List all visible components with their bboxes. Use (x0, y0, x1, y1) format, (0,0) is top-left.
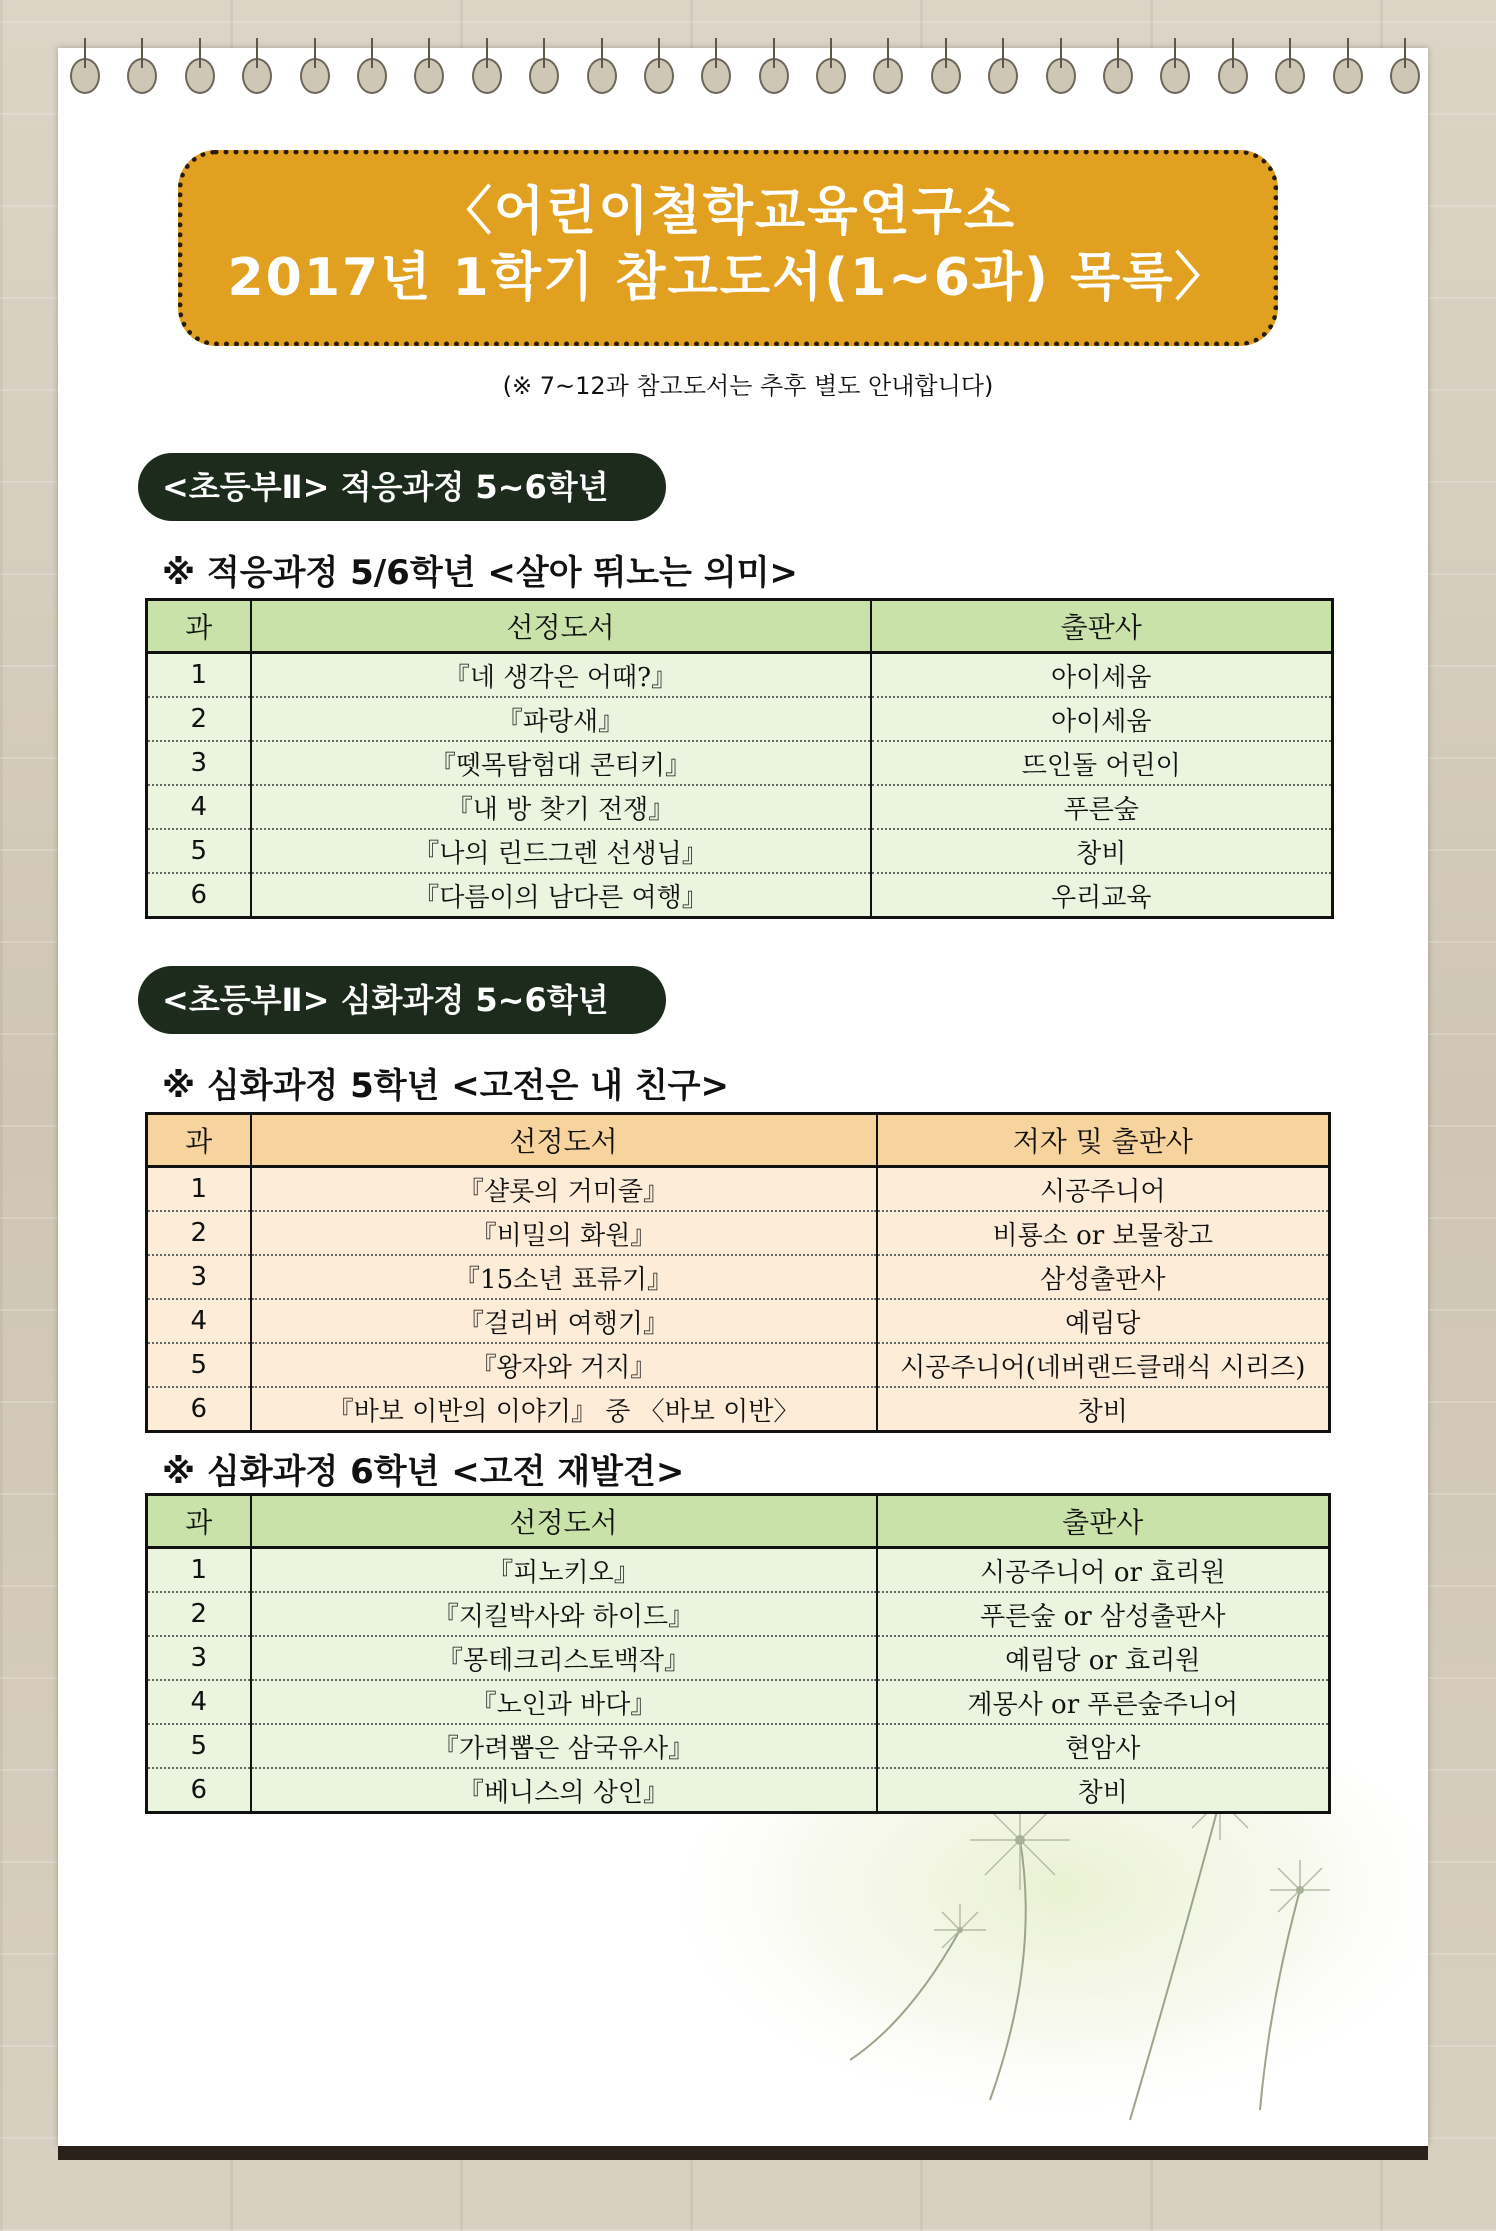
binding-hole (300, 58, 330, 94)
publisher: 푸른숲 (871, 785, 1333, 829)
table-row (147, 697, 1333, 741)
publisher: 시공주니어 or 효리원 (877, 1548, 1330, 1593)
binding-hole (1390, 58, 1420, 94)
book-title: 『나의 린드그렌 선생님』 (251, 829, 871, 873)
title-line-2: 2017년 1학기 참고도서(1~6과) 목록〉 (227, 248, 1229, 308)
column-header-book: 선정도서 (251, 1114, 877, 1167)
publisher: 계몽사 or 푸른숲주니어 (877, 1680, 1330, 1724)
column-header-book: 선정도서 (251, 600, 871, 653)
binding-hole (1103, 58, 1133, 94)
publisher: 뜨인돌 어린이 (871, 741, 1333, 785)
book-title: 『파랑새』 (251, 697, 871, 741)
book-title: 『몽테크리스토백작』 (251, 1636, 877, 1680)
column-header-publisher: 출판사 (871, 600, 1333, 653)
table-header-row (147, 1495, 1330, 1548)
binding-hole (414, 58, 444, 94)
lesson-number: 6 (147, 873, 251, 918)
table-row (147, 873, 1333, 918)
notice-text: (※ 7~12과 참고도서는 추후 별도 안내합니다) (502, 372, 994, 400)
section-heading-adaptation: ※ 적응과정 5/6학년 <살아 뛰노는 의미> (162, 553, 798, 593)
lesson-number: 2 (147, 1592, 251, 1636)
binding-hole (587, 58, 617, 94)
binding-hole (70, 58, 100, 94)
binding-hole (1160, 58, 1190, 94)
publisher: 아이세움 (871, 697, 1333, 741)
table-row (147, 1299, 1330, 1343)
book-title: 『피노키오』 (251, 1548, 877, 1593)
lesson-number: 4 (147, 785, 251, 829)
binding-hole (242, 58, 272, 94)
binding-hole (816, 58, 846, 94)
table-row (147, 653, 1333, 698)
binding-hole (931, 58, 961, 94)
binding-hole (1218, 58, 1248, 94)
binding-hole (529, 58, 559, 94)
book-title: 『왕자와 거지』 (251, 1343, 877, 1387)
publisher: 예림당 or 효리원 (877, 1636, 1330, 1680)
table-row (147, 1255, 1330, 1299)
publisher: 푸른숲 or 삼성출판사 (877, 1592, 1330, 1636)
lesson-number: 4 (147, 1299, 251, 1343)
lesson-number: 2 (147, 697, 251, 741)
publisher: 창비 (871, 829, 1333, 873)
book-title: 『가려뽑은 삼국유사』 (251, 1724, 877, 1768)
paper-bottom-edge (58, 2146, 1428, 2160)
binding-holes (70, 58, 1420, 102)
book-title: 『걸리버 여행기』 (251, 1299, 877, 1343)
publisher: 예림당 (877, 1299, 1330, 1343)
book-title: 『다름이의 남다른 여행』 (251, 873, 871, 918)
lesson-number: 3 (147, 1636, 251, 1680)
lesson-number: 5 (147, 829, 251, 873)
publisher: 현암사 (877, 1724, 1330, 1768)
document-title-box (178, 150, 1278, 346)
book-title: 『지킬박사와 하이드』 (251, 1592, 877, 1636)
publisher: 시공주니어 (877, 1167, 1330, 1212)
binding-hole (988, 58, 1018, 94)
table-row (147, 1548, 1330, 1593)
lesson-number: 1 (147, 1548, 251, 1593)
table-row (147, 741, 1333, 785)
column-header-lesson: 과 (147, 600, 251, 653)
binding-hole (1275, 58, 1305, 94)
book-table-adaptation (145, 598, 1334, 919)
table-row (147, 1211, 1330, 1255)
column-header-author-publisher: 저자 및 출판사 (877, 1114, 1330, 1167)
publisher: 아이세움 (871, 653, 1333, 698)
publisher: 시공주니어(네버랜드클래식 시리즈) (877, 1343, 1330, 1387)
table-header-row (147, 600, 1333, 653)
book-title: 『네 생각은 어때?』 (251, 653, 871, 698)
section-heading-advanced-grade6: ※ 심화과정 6학년 <고전 재발견> (162, 1452, 685, 1492)
course-label-adaptation: <초등부Ⅱ> 적응과정 5~6학년 (138, 453, 666, 521)
title-line-1: 〈어린이철학교육연구소 (439, 182, 1017, 242)
book-title: 『베니스의 상인』 (251, 1768, 877, 1813)
book-title: 『바보 이반의 이야기』 중 〈바보 이반〉 (251, 1387, 877, 1432)
book-title: 『15소년 표류기』 (251, 1255, 877, 1299)
lesson-number: 1 (147, 653, 251, 698)
column-header-lesson: 과 (147, 1114, 251, 1167)
publisher: 창비 (877, 1768, 1330, 1813)
lesson-number: 6 (147, 1387, 251, 1432)
table-row (147, 1167, 1330, 1212)
lesson-number: 1 (147, 1167, 251, 1212)
table-row (147, 1724, 1330, 1768)
table-header-row (147, 1114, 1330, 1167)
publisher: 삼성출판사 (877, 1255, 1330, 1299)
table-row (147, 1636, 1330, 1680)
book-table-advanced-grade5 (145, 1112, 1331, 1433)
column-header-book: 선정도서 (251, 1495, 877, 1548)
column-header-lesson: 과 (147, 1495, 251, 1548)
publisher: 비룡소 or 보물창고 (877, 1211, 1330, 1255)
table-row (147, 829, 1333, 873)
lesson-number: 5 (147, 1724, 251, 1768)
binding-hole (873, 58, 903, 94)
publisher: 창비 (877, 1387, 1330, 1432)
publisher: 우리교육 (871, 873, 1333, 918)
table-row (147, 1387, 1330, 1432)
table-row (147, 1680, 1330, 1724)
binding-hole (127, 58, 157, 94)
course-label-advanced: <초등부Ⅱ> 심화과정 5~6학년 (138, 966, 666, 1034)
book-title: 『뗏목탐험대 콘티키』 (251, 741, 871, 785)
binding-hole (701, 58, 731, 94)
column-header-publisher: 출판사 (877, 1495, 1330, 1548)
table-row (147, 785, 1333, 829)
binding-hole (357, 58, 387, 94)
book-title: 『노인과 바다』 (251, 1680, 877, 1724)
binding-hole (1046, 58, 1076, 94)
book-title: 『내 방 찾기 전쟁』 (251, 785, 871, 829)
binding-hole (1333, 58, 1363, 94)
book-title: 『비밀의 화원』 (251, 1211, 877, 1255)
section-heading-advanced-grade5: ※ 심화과정 5학년 <고전은 내 친구> (162, 1066, 729, 1106)
binding-hole (644, 58, 674, 94)
lesson-number: 6 (147, 1768, 251, 1813)
lesson-number: 4 (147, 1680, 251, 1724)
binding-hole (472, 58, 502, 94)
lesson-number: 5 (147, 1343, 251, 1387)
table-row (147, 1343, 1330, 1387)
book-title: 『샬롯의 거미줄』 (251, 1167, 877, 1212)
lesson-number: 2 (147, 1211, 251, 1255)
binding-hole (185, 58, 215, 94)
binding-hole (759, 58, 789, 94)
table-row (147, 1592, 1330, 1636)
book-table-advanced-grade6 (145, 1493, 1331, 1814)
table-row (147, 1768, 1330, 1813)
lesson-number: 3 (147, 1255, 251, 1299)
lesson-number: 3 (147, 741, 251, 785)
